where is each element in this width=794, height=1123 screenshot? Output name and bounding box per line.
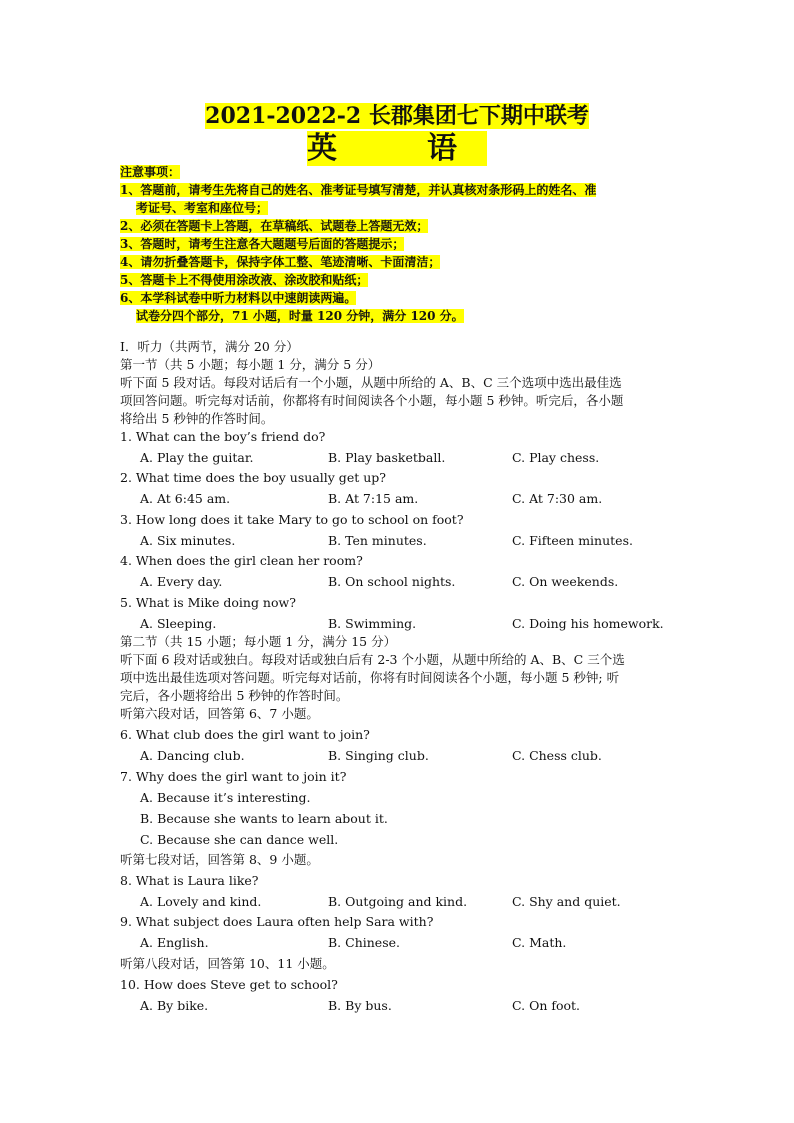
option-b: B. Outgoing and kind.	[328, 894, 468, 909]
option-a: A. English.	[140, 935, 209, 950]
option-a: A. Sleeping.	[140, 616, 217, 631]
question-stem: 2. What time does the boy usually get up?	[120, 470, 386, 485]
question-stem: 3. How long does it take Mary to go to school on foot?	[120, 512, 464, 527]
option-b: B. Because she wants to learn about it.	[140, 811, 388, 826]
question-stem: 9. What subject does Laura often help Sara with?	[120, 914, 434, 929]
exam-title: 2021-2022-2 长郡集团七下期中联考	[205, 103, 589, 129]
option-c: C. Because she can dance well.	[140, 832, 339, 847]
notice-item: 3、答题时，请考生注意各大题题号后面的答题提示；	[120, 237, 405, 251]
option-a: A. Because it’s interesting.	[140, 790, 311, 805]
notice-heading: 注意事项：	[120, 165, 181, 179]
part1-instruction: 将给出 5 秒钟的作答时间。	[120, 411, 274, 426]
option-b: B. Play basketball.	[328, 450, 446, 465]
question-stem: 6. What club does the girl want to join?	[120, 727, 370, 742]
option-b: B. By bus.	[328, 998, 392, 1013]
part1-title: 第一节（共 5 小题；每小题 1 分，满分 5 分）	[120, 357, 381, 372]
option-c: C. Doing his homework.	[512, 616, 664, 631]
option-b: B. At 7:15 am.	[328, 491, 419, 506]
option-b: B. Ten minutes.	[328, 533, 427, 548]
part1-instruction: 听下面 5 段对话。每段对话后有一个小题，从题中所给的 A、B、C 三个选项中选出最佳选	[120, 375, 622, 390]
part2-instruction: 听下面 6 段对话或独白。每段对话或独白后有 2-3 个小题，从题中所给的 A、B、C 三个选	[120, 652, 625, 667]
option-c: C. At 7:30 am.	[512, 491, 603, 506]
option-b: B. Singing club.	[328, 748, 429, 763]
notice-item: 5、答题卡上不得使用涂改液、涂改胶和贴纸；	[120, 273, 369, 287]
notice-item: 4、请勿折叠答题卡，保持字体工整、笔迹清晰、卡面清洁；	[120, 255, 441, 269]
part2-instruction: 完后，各小题将给出 5 秒钟的作答时间。	[120, 688, 349, 703]
notice-block	[120, 163, 680, 325]
option-c: C. Chess club.	[512, 748, 602, 763]
option-a: A. Every day.	[140, 574, 223, 589]
option-a: A. At 6:45 am.	[140, 491, 231, 506]
option-b: B. Swimming.	[328, 616, 417, 631]
option-c: C. On weekends.	[512, 574, 619, 589]
option-c: C. Math.	[512, 935, 567, 950]
option-c: C. Play chess.	[512, 450, 600, 465]
dialog-intro: 听第七段对话，回答第 8、9 小题。	[120, 852, 319, 867]
option-a: A. Six minutes.	[140, 533, 236, 548]
dialog-intro: 听第八段对话，回答第 10、11 小题。	[120, 956, 335, 971]
part2-instruction: 项中选出最佳选项对答问题。听完每对话前，你将有时间阅读各个小题，每小题 5 秒钟; 听	[120, 670, 620, 685]
question-stem: 1. What can the boy’s friend do?	[120, 429, 326, 444]
option-a: A. Play the guitar.	[140, 450, 254, 465]
notice-item: 2、必须在答题卡上答题，在草稿纸、试题卷上答题无效；	[120, 219, 429, 233]
option-b: B. Chinese.	[328, 935, 400, 950]
option-a: A. Dancing club.	[140, 748, 245, 763]
question-stem: 8. What is Laura like?	[120, 873, 259, 888]
question-stem: 10. How does Steve get to school?	[120, 977, 338, 992]
question-stem: 5. What is Mike doing now?	[120, 595, 296, 610]
question-stem: 7. Why does the girl want to join it?	[120, 769, 347, 784]
part1-instruction: 项回答问题。听完每对话前，你都将有时间阅读各个小题，每小题 5 秒钟。听完后，各小题	[120, 393, 624, 408]
dialog-intro: 听第六段对话，回答第 6、7 小题。	[120, 706, 319, 721]
question-stem: 4. When does the girl clean her room?	[120, 553, 363, 568]
option-a: A. Lovely and kind.	[140, 894, 262, 909]
section-title: I．听力（共两节，满分 20 分）	[120, 339, 299, 354]
option-a: A. By bike.	[140, 998, 209, 1013]
notice-item: 考证号、考室和座位号；	[136, 201, 269, 215]
notice-item: 6、本学科试卷中听力材料以中速朗读两遍。	[120, 291, 357, 305]
part2-title: 第二节（共 15 小题；每小题 1 分，满分 15 分）	[120, 634, 397, 649]
option-c: C. On foot.	[512, 998, 581, 1013]
option-b: B. On school nights.	[328, 574, 456, 589]
notice-summary: 试卷分四个部分，71 小题，时量 120 分钟，满分 120 分。	[136, 309, 464, 323]
subject-title: 英 语	[307, 131, 487, 166]
notice-item: 1、答题前，请考生先将自己的姓名、准考证号填写清楚，并认真核对条形码上的姓名、准	[120, 183, 597, 197]
option-c: C. Fifteen minutes.	[512, 533, 633, 548]
option-c: C. Shy and quiet.	[512, 894, 621, 909]
